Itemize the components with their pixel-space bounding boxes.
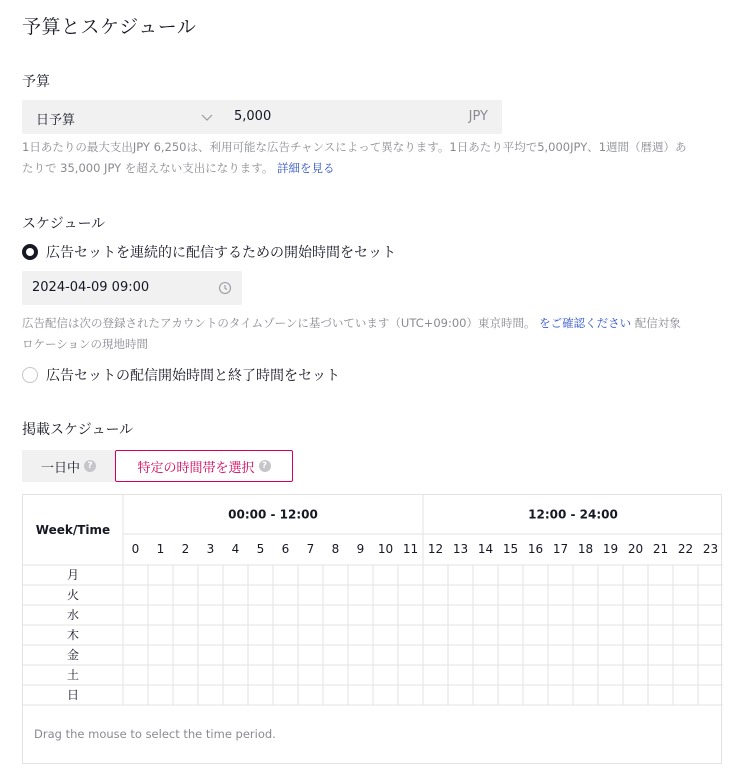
hour-label: 21 [652,542,669,556]
hour-label: 0 [131,542,140,556]
toggle-specific-label: 特定の時間帯を選択 [137,460,255,476]
day-label: 月 [66,568,80,582]
timezone-helper-text [22,313,692,355]
schedule-grid-svg[interactable] [23,495,723,765]
hour-label: 12 [427,542,444,556]
day-label: 金 [66,648,80,662]
hour-label: 14 [477,542,494,556]
timezone-helper-body: 広告配信は次の登録されたアカウントのタイムゾーンに基づいています（UTC+09:00）東京時間。 [22,316,536,330]
schedule-option-range[interactable] [22,366,340,384]
help-icon[interactable]: ? [259,460,271,472]
timezone-confirm-link[interactable]: をご確認ください [539,316,632,330]
hour-label: 9 [356,542,365,556]
grid-header-pm: 12:00 - 24:00 [528,507,618,522]
schedule-grid[interactable] [22,494,722,764]
hour-label: 11 [402,542,419,556]
budget-amount-input[interactable]: 5,000 [234,109,272,124]
budget-helper-body: 1日あたりの最大支出JPY 6,250は、利用可能な広告チャンスによって異なります。1日あたり平均で5,000JPY、1週間（暦週）あたりで 35,000 JPY を超えない支出になります。 [22,140,687,175]
hour-label: 13 [452,542,469,556]
page-title: 予算とスケジュール [22,16,197,38]
hour-label: 1 [156,542,165,556]
day-label: 土 [66,668,80,682]
schedule-option-continuous[interactable] [22,243,396,261]
hour-label: 4 [231,542,240,556]
hour-label: 2 [181,542,190,556]
day-label: 火 [66,588,80,602]
grid-hint: Drag the mouse to select the time period. [34,727,276,741]
hour-label: 7 [306,542,315,556]
grid-header-am: 00:00 - 12:00 [228,507,318,522]
clock-icon [218,281,232,295]
chevron-down-icon[interactable] [200,110,214,124]
budget-learn-more-link[interactable]: 詳細を見る [277,161,335,175]
hour-label: 16 [527,542,544,556]
budget-section-label: 予算 [22,74,50,90]
hour-label: 18 [577,542,594,556]
schedule-section-label: スケジュール [22,216,106,232]
toggle-all-day-label: 一日中 [40,460,80,476]
help-icon[interactable]: ? [84,460,96,472]
budget-helper-text [22,137,692,179]
radio-continuous[interactable] [22,244,38,260]
day-label: 日 [66,688,80,702]
dayparting-toggle [22,450,293,482]
toggle-specific-time[interactable] [115,450,293,482]
hour-label: 3 [206,542,215,556]
hour-label: 20 [627,542,644,556]
hour-label: 17 [552,542,569,556]
hour-label: 5 [256,542,265,556]
hour-label: 10 [377,542,394,556]
dayparting-section-label: 掲載スケジュール [22,422,134,438]
toggle-all-day[interactable] [22,450,115,482]
hour-label: 15 [502,542,519,556]
hour-label: 8 [331,542,340,556]
timezone-helper-suffix: 配信対象ロケーションの現地時間 [22,316,681,351]
day-label: 木 [66,628,80,642]
budget-currency: JPY [468,109,488,124]
grid-corner-label: Week/Time [35,523,111,537]
hour-label: 19 [602,542,619,556]
radio-range-label: 広告セットの配信開始時間と終了時間をセット [46,368,340,384]
radio-continuous-label: 広告セットを連続的に配信するための開始時間をセット [46,245,396,261]
start-datetime-field[interactable] [22,271,242,305]
hour-label: 22 [677,542,694,556]
budget-input-group [22,100,502,134]
hour-label: 23 [702,542,719,556]
day-label: 水 [66,608,80,622]
start-datetime-value: 2024-04-09 09:00 [32,280,150,295]
radio-range[interactable] [22,367,38,383]
hour-label: 6 [281,542,290,556]
budget-type-select[interactable]: 日予算 [36,113,76,128]
